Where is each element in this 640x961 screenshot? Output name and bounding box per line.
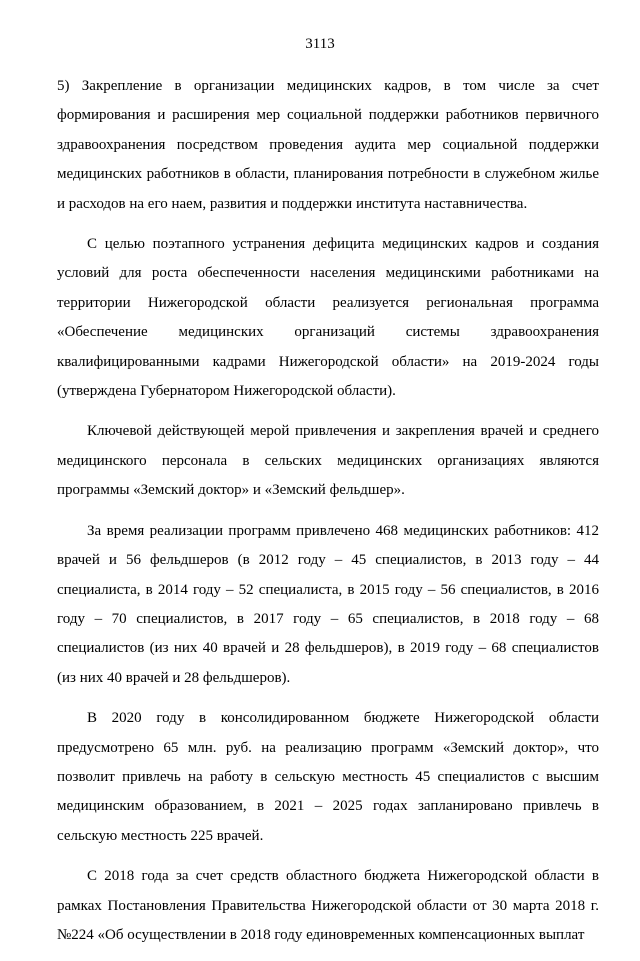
page-number: 3113 bbox=[305, 36, 335, 52]
paragraph-zemsky-programs: Ключевой действующей мерой привлечения и закрепления врачей и среднего медицинского персонала в сельских медицинских организациях являются программы «Земский доктор» и «Земский фельдшер». bbox=[57, 423, 599, 499]
paragraph-staff-retention: 5) Закрепление в организации медицинских кадров, в том числе за счет формирования и расширения мер социальной поддержки работников первичного здравоохранения посредством проведения аудита мер социальной поддержки медицинских работников в области, планирования потребности в служебном жилье и расходов на его наем, развития и поддержки института наставничества. bbox=[57, 78, 599, 212]
paragraph-budget-2020: В 2020 году в консолидированном бюджете Нижегородской области предусмотрено 65 млн. руб. на реализацию программ «Земский доктор», что позволит привлечь на работу в сельскую местность 45 специалистов с высшим медицинским образованием, в 2021 – 2025 годах запланировано привлечь в сельскую местность 225 врачей. bbox=[57, 710, 599, 844]
document-body bbox=[57, 72, 599, 961]
paragraph-regional-program: С целью поэтапного устранения дефицита медицинских кадров и создания условий для роста обеспеченности населения медицинскими работниками на территории Нижегородской области реализуется региональная программа «Обеспечение медицинских организаций системы здравоохранения квалифицированными кадрами Нижегородской области» на 2019-2024 годы (утверждена Губернатором Нижегородской области). bbox=[57, 236, 599, 400]
paragraph-program-results: За время реализации программ привлечено 468 медицинских работников: 412 врачей и 56 фельдшеров (в 2012 году – 45 специалистов, в 2013 году – 44 специалиста, в 2014 году – 52 специалиста, в 2015 году – 56 специалистов, в 2016 году – 70 специалистов, в 2017 году – 65 специалистов, в 2018 году – 68 специалистов (из них 40 врачей и 28 фельдшеров), в 2019 году – 68 специалистов (из них 40 врачей и 28 фельдшеров). bbox=[57, 522, 599, 686]
paragraph-compensation-payments: С 2018 года за счет средств областного бюджета Нижегородской области в рамках Постановления Правительства Нижегородской области от 30 марта 2018 г. №224 «Об осуществлении в 2018 году единовременных компенсационных выплат bbox=[57, 868, 599, 943]
